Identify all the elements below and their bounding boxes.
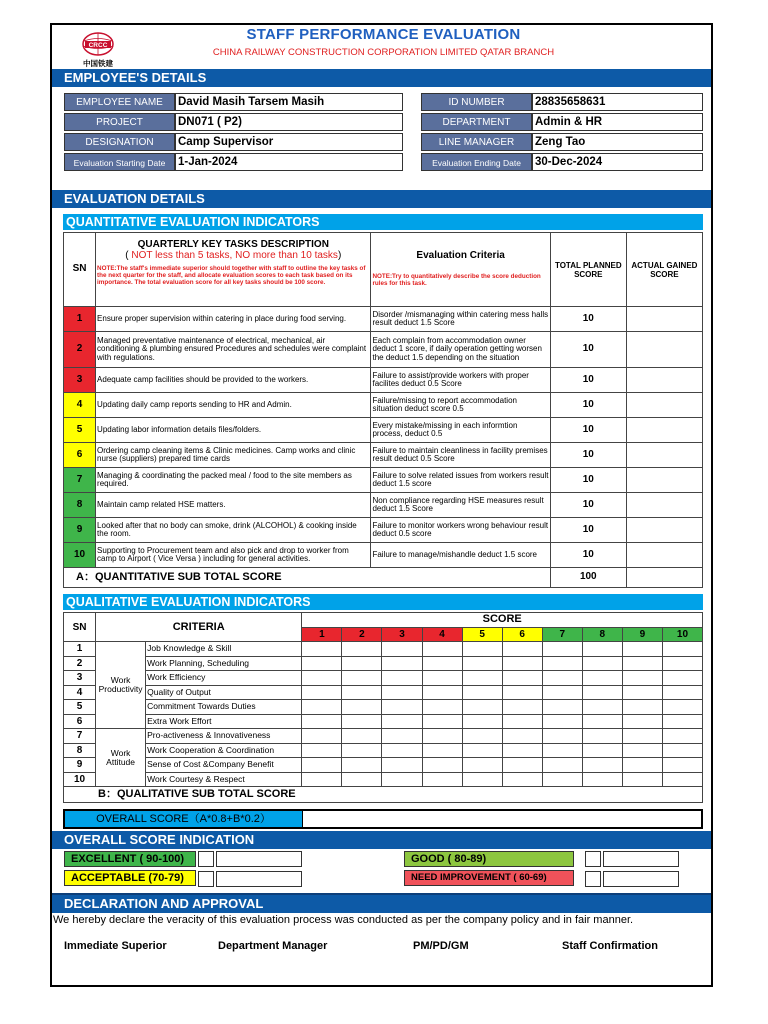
label-department: DEPARTMENT [421, 113, 532, 131]
task-criteria[interactable]: Failure to solve related issues from workers result deduct 1.5 score [371, 468, 550, 493]
declaration-header: DECLARATION AND APPROVAL [52, 893, 711, 913]
score-cell[interactable] [422, 685, 462, 700]
score-cell[interactable] [622, 700, 662, 715]
score-cell[interactable] [582, 671, 622, 686]
task-actual-score[interactable] [626, 543, 702, 568]
criteria-row [64, 700, 703, 715]
score-cell[interactable] [542, 729, 582, 744]
col-sn: SN [64, 233, 96, 307]
qual-col-criteria: CRITERIA [96, 613, 302, 642]
score-cell[interactable] [662, 729, 702, 744]
task-planned-score[interactable]: 10 [550, 393, 626, 418]
task-planned-score[interactable]: 10 [550, 468, 626, 493]
task-criteria[interactable]: Failure to assist/provide workers with proper facilites deduct 0.5 Score [371, 368, 550, 393]
criteria-row [64, 758, 703, 773]
col-tasks-title: QUARTERLY KEY TASKS DESCRIPTION [137, 238, 329, 250]
score-cell[interactable] [622, 772, 662, 787]
signature-immediate-superior[interactable]: Immediate Superior [64, 940, 167, 952]
task-planned-score[interactable]: 10 [550, 418, 626, 443]
qual-col-sn: SN [64, 613, 96, 642]
value-id-number[interactable]: 28835658631 [532, 93, 703, 111]
score-cell[interactable] [502, 656, 542, 671]
score-cell[interactable] [662, 714, 702, 729]
qualitative-header: QUALITATIVE EVALUATION INDICATORS [63, 594, 703, 610]
score-scale-8: 8 [582, 627, 622, 642]
score-cell[interactable] [422, 656, 462, 671]
logo-text: CRCC [88, 42, 108, 49]
signature-pm-pd-gm[interactable]: PM/PD/GM [413, 940, 469, 952]
col-planned: TOTAL PLANNED SCORE [550, 233, 626, 307]
signature-staff-confirmation[interactable]: Staff Confirmation [562, 940, 658, 952]
criteria-group: Work Attitude [96, 729, 146, 787]
score-cell[interactable] [382, 743, 422, 758]
score-cell[interactable] [462, 743, 502, 758]
quantitative-table [63, 232, 703, 588]
criteria-row [64, 656, 703, 671]
col-criteria-note: NOTE:Try to quantitatively describe the score deduction rules for this task. [372, 272, 541, 287]
score-cell[interactable] [622, 729, 662, 744]
task-planned-score[interactable]: 10 [550, 443, 626, 468]
acceptable-label: ACCEPTABLE (70-79) [64, 870, 196, 886]
score-cell[interactable] [622, 685, 662, 700]
score-cell[interactable] [382, 685, 422, 700]
criteria-row [64, 671, 703, 686]
score-cell[interactable] [302, 758, 342, 773]
task-criteria[interactable]: Disorder /mismanaging within catering mess halls result deduct 1.5 Score [371, 307, 550, 332]
overall-score-label: OVERALL SCORE（A*0.8+B*0.2） [65, 811, 303, 827]
score-cell[interactable] [582, 729, 622, 744]
score-cell[interactable] [542, 758, 582, 773]
task-description[interactable]: Maintain camp related HSE matters. [96, 493, 371, 518]
task-criteria[interactable]: Every mistake/missing in each informtion process, deduct 0.5 [371, 418, 550, 443]
task-criteria[interactable]: Failure to monitor workers wrong behaviour result deduct 0.5 score [371, 518, 550, 543]
score-cell[interactable] [542, 685, 582, 700]
score-scale-10: 10 [662, 627, 702, 642]
criteria-row [64, 772, 703, 787]
score-cell[interactable] [342, 656, 382, 671]
score-scale-7: 7 [542, 627, 582, 642]
excellent-checkbox[interactable] [198, 851, 214, 867]
col-tasks-note: NOTE:The staff's immediate superior should together with staff to outline the key tasks of the next quarter for the staff, and allocate evaluation scores to each task based on its importance. The total evaluation score for all key tasks should be 100 score. [97, 264, 366, 286]
score-cell[interactable] [622, 671, 662, 686]
score-cell[interactable] [342, 642, 382, 657]
task-criteria[interactable]: Failure to manage/mishandle deduct 1.5 score [371, 543, 550, 568]
score-cell[interactable] [502, 743, 542, 758]
score-cell[interactable] [382, 642, 422, 657]
criteria-sn: 5 [64, 700, 96, 715]
score-cell[interactable] [422, 772, 462, 787]
score-scale-4: 4 [422, 627, 462, 642]
score-cell[interactable] [382, 772, 422, 787]
task-planned-score[interactable]: 10 [550, 332, 626, 368]
criteria-item: Sense of Cost &Company Benefit [146, 758, 302, 773]
task-description[interactable]: Adequate camp facilities should be provided to the workers. [96, 368, 371, 393]
score-cell[interactable] [622, 656, 662, 671]
score-cell[interactable] [382, 758, 422, 773]
criteria-sn: 4 [64, 685, 96, 700]
task-row [64, 368, 703, 393]
score-cell[interactable] [302, 743, 342, 758]
score-cell[interactable] [502, 729, 542, 744]
task-sn: 1 [64, 307, 96, 332]
task-description[interactable]: Ensure proper supervision within catering in place during food serving. [96, 307, 371, 332]
col-tasks-sub-line [97, 250, 369, 261]
col-tasks [96, 233, 371, 307]
score-scale-9: 9 [622, 627, 662, 642]
score-cell[interactable] [462, 700, 502, 715]
score-cell[interactable] [302, 700, 342, 715]
criteria-row [64, 685, 703, 700]
criteria-item: Work Efficiency [146, 671, 302, 686]
task-planned-score[interactable]: 10 [550, 493, 626, 518]
score-cell[interactable] [462, 729, 502, 744]
value-project[interactable]: DN071 ( P2) [175, 113, 403, 131]
col-actual: ACTUAL GAINED SCORE [626, 233, 702, 307]
score-cell[interactable] [622, 642, 662, 657]
score-scale-1: 1 [302, 627, 342, 642]
task-row [64, 332, 703, 368]
score-cell[interactable] [422, 700, 462, 715]
employee-details-header: EMPLOYEE'S DETAILS [52, 69, 711, 87]
good-checkbox[interactable] [585, 851, 601, 867]
score-cell[interactable] [302, 671, 342, 686]
acceptable-checkbox[interactable] [198, 871, 214, 887]
task-row [64, 518, 703, 543]
score-cell[interactable] [502, 671, 542, 686]
criteria-sn: 1 [64, 642, 96, 657]
qual-col-score: SCORE [302, 613, 703, 628]
score-cell[interactable] [582, 685, 622, 700]
task-sn: 6 [64, 443, 96, 468]
col-criteria-title: Evaluation Criteria [416, 250, 505, 262]
score-cell[interactable] [462, 685, 502, 700]
criteria-row [64, 743, 703, 758]
col-tasks-close: ) [337, 249, 342, 261]
task-criteria[interactable]: Each complain from accommodation owner deduct 1 score, if daily operation getting worsen the deduct 1.5 depending on the situation [371, 332, 550, 368]
score-cell[interactable] [502, 642, 542, 657]
task-description[interactable]: Supporting to Procurement team and also pick and drop to worker from camp to Airport ( Vice Versa ) including for general activities. [96, 543, 371, 568]
score-scale-2: 2 [342, 627, 382, 642]
score-cell[interactable] [342, 685, 382, 700]
criteria-sn: 7 [64, 729, 96, 744]
value-end-date[interactable]: 30-Dec-2024 [532, 153, 703, 171]
score-cell[interactable] [502, 758, 542, 773]
task-row [64, 307, 703, 332]
task-actual-score[interactable] [626, 418, 702, 443]
label-start-date: Evaluation Starting Date [64, 153, 175, 171]
score-cell[interactable] [582, 656, 622, 671]
good-label: GOOD ( 80-89) [404, 851, 574, 867]
task-description[interactable]: Updating daily camp reports sending to HR and Admin. [96, 393, 371, 418]
quant-subtotal-value: 100 [550, 568, 626, 588]
score-cell[interactable] [382, 671, 422, 686]
criteria-row [64, 729, 703, 744]
task-row [64, 418, 703, 443]
score-cell[interactable] [622, 758, 662, 773]
needs-improvement-field[interactable] [603, 871, 679, 887]
criteria-sn: 6 [64, 714, 96, 729]
score-cell[interactable] [542, 671, 582, 686]
score-cell[interactable] [542, 642, 582, 657]
score-cell[interactable] [382, 729, 422, 744]
score-cell[interactable] [302, 642, 342, 657]
score-cell[interactable] [382, 700, 422, 715]
criteria-item: Quality of Output [146, 685, 302, 700]
score-cell[interactable] [662, 772, 702, 787]
label-project: PROJECT [64, 113, 175, 131]
criteria-item: Extra Work Effort [146, 714, 302, 729]
score-cell[interactable] [662, 642, 702, 657]
score-cell[interactable] [542, 714, 582, 729]
score-cell[interactable] [542, 656, 582, 671]
score-cell[interactable] [542, 743, 582, 758]
task-sn: 10 [64, 543, 96, 568]
task-actual-score[interactable] [626, 443, 702, 468]
value-start-date[interactable]: 1-Jan-2024 [175, 153, 403, 171]
task-criteria[interactable]: Failure/missing to report accommodation situation deduct score 0.5 [371, 393, 550, 418]
score-cell[interactable] [582, 758, 622, 773]
evaluation-details-header: EVALUATION DETAILS [52, 190, 711, 208]
task-actual-score[interactable] [626, 493, 702, 518]
criteria-sn: 10 [64, 772, 96, 787]
task-description[interactable]: Ordering camp cleaning items & Clinic medicines. Camp works and clinic nurse (suppliers) prepared time cards [96, 443, 371, 468]
score-cell[interactable] [422, 642, 462, 657]
score-cell[interactable] [422, 758, 462, 773]
criteria-item: Work Cooperation & Coordination [146, 743, 302, 758]
logo-cn-text: 中国铁建 [83, 59, 113, 68]
label-line-manager: LINE MANAGER [421, 133, 532, 151]
evaluation-form [50, 23, 713, 987]
criteria-row [64, 642, 703, 657]
task-sn: 7 [64, 468, 96, 493]
value-line-manager[interactable]: Zeng Tao [532, 133, 703, 151]
score-cell[interactable] [582, 772, 622, 787]
task-planned-score[interactable]: 10 [550, 307, 626, 332]
criteria-group: Work Productivity [96, 642, 146, 729]
task-description[interactable]: Updating labor information details files/folders. [96, 418, 371, 443]
task-actual-score[interactable] [626, 332, 702, 368]
score-cell[interactable] [662, 743, 702, 758]
score-cell[interactable] [582, 700, 622, 715]
task-actual-score[interactable] [626, 368, 702, 393]
task-actual-score[interactable] [626, 307, 702, 332]
task-row [64, 493, 703, 518]
criteria-item: Work Courtesy & Respect [146, 772, 302, 787]
task-planned-score[interactable]: 10 [550, 543, 626, 568]
score-cell[interactable] [622, 743, 662, 758]
task-row [64, 443, 703, 468]
criteria-sn: 8 [64, 743, 96, 758]
score-scale-6: 6 [502, 627, 542, 642]
score-cell[interactable] [582, 714, 622, 729]
score-cell[interactable] [342, 758, 382, 773]
score-scale-3: 3 [382, 627, 422, 642]
qualitative-table [63, 612, 703, 803]
label-end-date: Evaluation Ending Date [421, 153, 532, 171]
score-indication-header: OVERALL SCORE INDICATION [52, 831, 711, 849]
task-description[interactable]: Looked after that no body can smoke, drink (ALCOHOL) & cooking inside the room. [96, 518, 371, 543]
task-row [64, 468, 703, 493]
score-cell[interactable] [302, 772, 342, 787]
score-cell[interactable] [462, 714, 502, 729]
score-cell[interactable] [582, 743, 622, 758]
task-sn: 2 [64, 332, 96, 368]
score-cell[interactable] [502, 685, 542, 700]
label-employee-name: EMPLOYEE NAME [64, 93, 175, 111]
task-sn: 8 [64, 493, 96, 518]
score-cell[interactable] [462, 642, 502, 657]
company-name: CHINA RAILWAY CONSTRUCTION CORPORATION LIMITED QATAR BRANCH [212, 47, 555, 58]
task-actual-score[interactable] [626, 393, 702, 418]
score-cell[interactable] [662, 700, 702, 715]
score-cell[interactable] [502, 714, 542, 729]
value-designation[interactable]: Camp Supervisor [175, 133, 403, 151]
score-cell[interactable] [302, 729, 342, 744]
needs-improvement-label: NEED IMPROVEMENT ( 60-69) [404, 870, 574, 886]
score-cell[interactable] [462, 656, 502, 671]
label-designation: DESIGNATION [64, 133, 175, 151]
overall-score-row [63, 809, 703, 829]
score-cell[interactable] [342, 729, 382, 744]
score-cell[interactable] [662, 656, 702, 671]
task-sn: 4 [64, 393, 96, 418]
excellent-field[interactable] [216, 851, 302, 867]
criteria-sn: 9 [64, 758, 96, 773]
task-criteria[interactable]: Failure to maintain cleanliness in facility premises result deduct 0.5 Score [371, 443, 550, 468]
score-cell[interactable] [422, 671, 462, 686]
score-cell[interactable] [422, 729, 462, 744]
criteria-sn: 2 [64, 656, 96, 671]
score-cell[interactable] [422, 714, 462, 729]
task-planned-score[interactable]: 10 [550, 368, 626, 393]
task-description[interactable]: Managing & coordinating the packed meal / food to the site members as required. [96, 468, 371, 493]
criteria-item: Commitment Towards Duties [146, 700, 302, 715]
task-planned-score[interactable]: 10 [550, 518, 626, 543]
signature-department-manager[interactable]: Department Manager [218, 940, 328, 952]
score-cell[interactable] [542, 772, 582, 787]
task-sn: 5 [64, 418, 96, 443]
needs-improvement-checkbox[interactable] [585, 871, 601, 887]
score-cell[interactable] [342, 700, 382, 715]
score-cell[interactable] [542, 700, 582, 715]
score-cell[interactable] [342, 772, 382, 787]
criteria-item: Job Knowledge & Skill [146, 642, 302, 657]
acceptable-field[interactable] [216, 871, 302, 887]
qual-subtotal-label: B：QUALITATIVE SUB TOTAL SCORE [64, 787, 703, 803]
col-tasks-sub: NOT less than 5 tasks, NO more than 10 tasks [128, 249, 338, 261]
score-cell[interactable] [582, 642, 622, 657]
score-cell[interactable] [382, 656, 422, 671]
score-cell[interactable] [662, 758, 702, 773]
col-tasks-open: ( [125, 249, 129, 261]
task-actual-score[interactable] [626, 518, 702, 543]
score-cell[interactable] [462, 758, 502, 773]
criteria-sn: 3 [64, 671, 96, 686]
score-cell[interactable] [342, 671, 382, 686]
good-field[interactable] [603, 851, 679, 867]
score-cell[interactable] [622, 714, 662, 729]
task-actual-score[interactable] [626, 468, 702, 493]
task-row [64, 543, 703, 568]
col-criteria [371, 233, 550, 307]
declaration-text: We hereby declare the veracity of this evaluation process was conducted as per the company policy and in fair manner. [53, 914, 634, 926]
value-employee-name[interactable]: David Masih Tarsem Masih [175, 93, 403, 111]
score-cell[interactable] [662, 685, 702, 700]
score-cell[interactable] [502, 772, 542, 787]
score-cell[interactable] [342, 714, 382, 729]
task-sn: 9 [64, 518, 96, 543]
task-description[interactable]: Managed preventative maintenance of electrical, mechanical, air conditioning & plumbing ensured Procedures and schedules were complaint with regulations. [96, 332, 371, 368]
score-cell[interactable] [302, 714, 342, 729]
value-department[interactable]: Admin & HR [532, 113, 703, 131]
score-cell[interactable] [342, 743, 382, 758]
score-scale-5: 5 [462, 627, 502, 642]
score-cell[interactable] [422, 743, 462, 758]
excellent-label: EXCELLENT ( 90-100) [64, 851, 196, 867]
criteria-row [64, 714, 703, 729]
quant-subtotal-actual[interactable] [626, 568, 702, 588]
criteria-item: Work Planning, Scheduling [146, 656, 302, 671]
score-cell[interactable] [302, 685, 342, 700]
score-cell[interactable] [302, 656, 342, 671]
score-cell[interactable] [382, 714, 422, 729]
quantitative-header: QUANTITATIVE EVALUATION INDICATORS [63, 214, 703, 230]
score-cell[interactable] [462, 772, 502, 787]
task-criteria[interactable]: Non compliance regarding HSE measures result deduct 1.5 Score [371, 493, 550, 518]
criteria-item: Pro-activeness & Innovativeness [146, 729, 302, 744]
task-row [64, 393, 703, 418]
label-id-number: ID NUMBER [421, 93, 532, 111]
quant-subtotal-label: A：QUANTITATIVE SUB TOTAL SCORE [64, 568, 551, 588]
score-cell[interactable] [502, 700, 542, 715]
page-title: STAFF PERFORMANCE EVALUATION [246, 26, 521, 43]
score-cell[interactable] [662, 671, 702, 686]
score-cell[interactable] [462, 671, 502, 686]
task-sn: 3 [64, 368, 96, 393]
